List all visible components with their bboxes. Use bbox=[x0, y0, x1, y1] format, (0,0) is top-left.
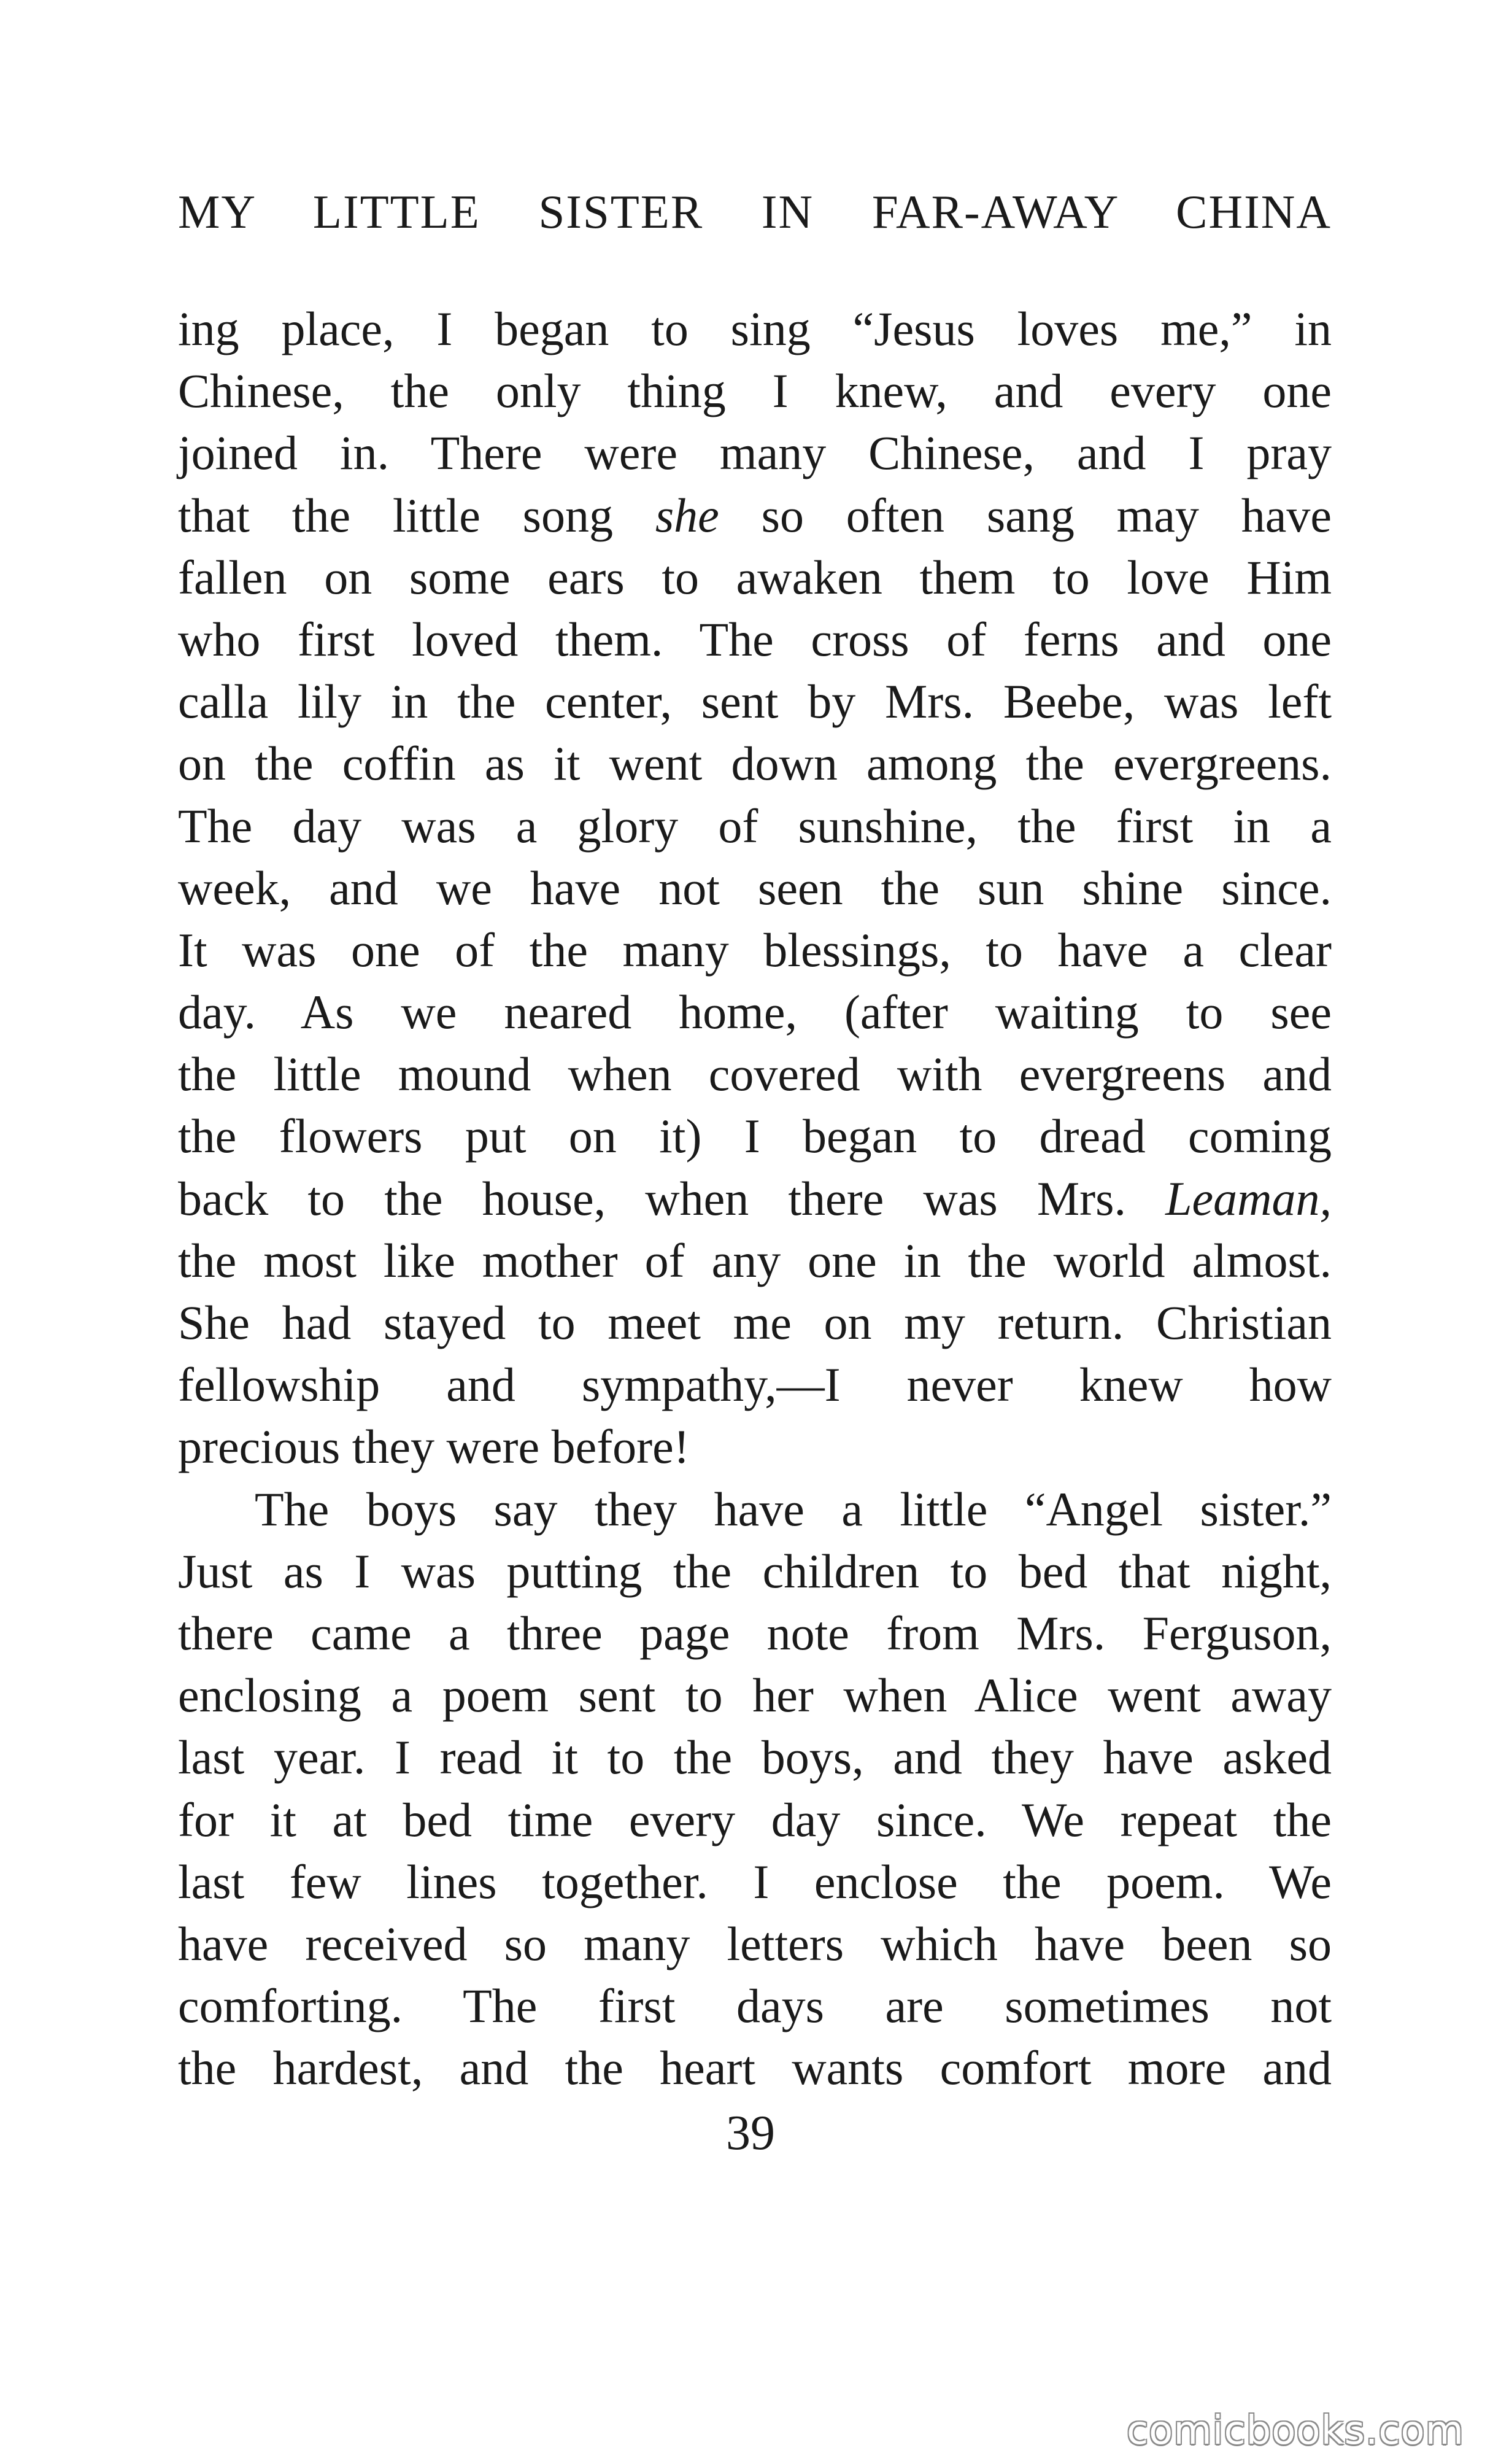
text-line: precious they were before! bbox=[178, 1420, 690, 1474]
running-head: MY LITTLE SISTER IN FAR-AWAY CHINA bbox=[178, 185, 1332, 238]
text-line: calla lily in the center, sent by Mrs. Beebe, was left bbox=[178, 675, 1332, 729]
text-line: She had stayed to meet me on my return. Christian bbox=[178, 1296, 1332, 1349]
text-line: the most like mother of any one in the world almost. bbox=[178, 1233, 1332, 1287]
text-run: so often sang may have bbox=[719, 488, 1332, 542]
text-line: fellowship and sympathy,—I never knew how bbox=[178, 1358, 1332, 1412]
text-line: on the coffin as it went down among the evergreens. bbox=[178, 737, 1332, 791]
text-line: The boys say they have a little “Angel sister.” bbox=[255, 1482, 1332, 1536]
text-line: last few lines together. I enclose the poem. We bbox=[178, 1854, 1332, 1908]
text-line: joined in. There were many Chinese, and I pray bbox=[178, 426, 1332, 480]
text-run: back to the house, when there was Mrs. bbox=[178, 1171, 1166, 1225]
text-line bbox=[178, 484, 1332, 546]
text-line bbox=[178, 1168, 1332, 1230]
italic-word: Leaman, bbox=[1165, 1171, 1332, 1225]
italic-word: she bbox=[655, 488, 719, 542]
text-line: for it at bed time every day since. We repeat the bbox=[178, 1792, 1332, 1846]
text-line: have received so many letters which have been so bbox=[178, 1916, 1332, 1970]
text-line: the little mound when covered with evergreens and bbox=[178, 1047, 1332, 1101]
text-line: fallen on some ears to awaken them to love Him bbox=[178, 550, 1332, 604]
text-line: the hardest, and the heart wants comfort more and bbox=[178, 2041, 1332, 2095]
text-line: Chinese, the only thing I knew, and every one bbox=[178, 364, 1332, 418]
body-text bbox=[178, 298, 1332, 2099]
text-line: It was one of the many blessings, to have a clear bbox=[178, 923, 1332, 977]
text-run: that the little song bbox=[178, 488, 655, 542]
text-line: there came a three page note from Mrs. Ferguson, bbox=[178, 1606, 1332, 1660]
watermark: comicbooks.com bbox=[1126, 2408, 1464, 2454]
text-line: day. As we neared home, (after waiting to see bbox=[178, 985, 1332, 1039]
text-line: who first loved them. The cross of ferns and one bbox=[178, 612, 1332, 666]
text-line: ing place, I began to sing “Jesus loves me,” in bbox=[178, 302, 1332, 355]
text-line: week, and we have not seen the sun shine since. bbox=[178, 861, 1332, 915]
text-line: The day was a glory of sunshine, the first in a bbox=[178, 799, 1332, 853]
text-line: the flowers put on it) I began to dread coming bbox=[178, 1109, 1332, 1163]
page-number: 39 bbox=[726, 2106, 775, 2160]
text-line: enclosing a poem sent to her when Alice went away bbox=[178, 1668, 1332, 1722]
text-line: comforting. The first days are sometimes not bbox=[178, 1979, 1332, 2033]
text-line: Just as I was putting the children to bed that night, bbox=[178, 1544, 1332, 1598]
text-line: last year. I read it to the boys, and they have asked bbox=[178, 1730, 1332, 1784]
